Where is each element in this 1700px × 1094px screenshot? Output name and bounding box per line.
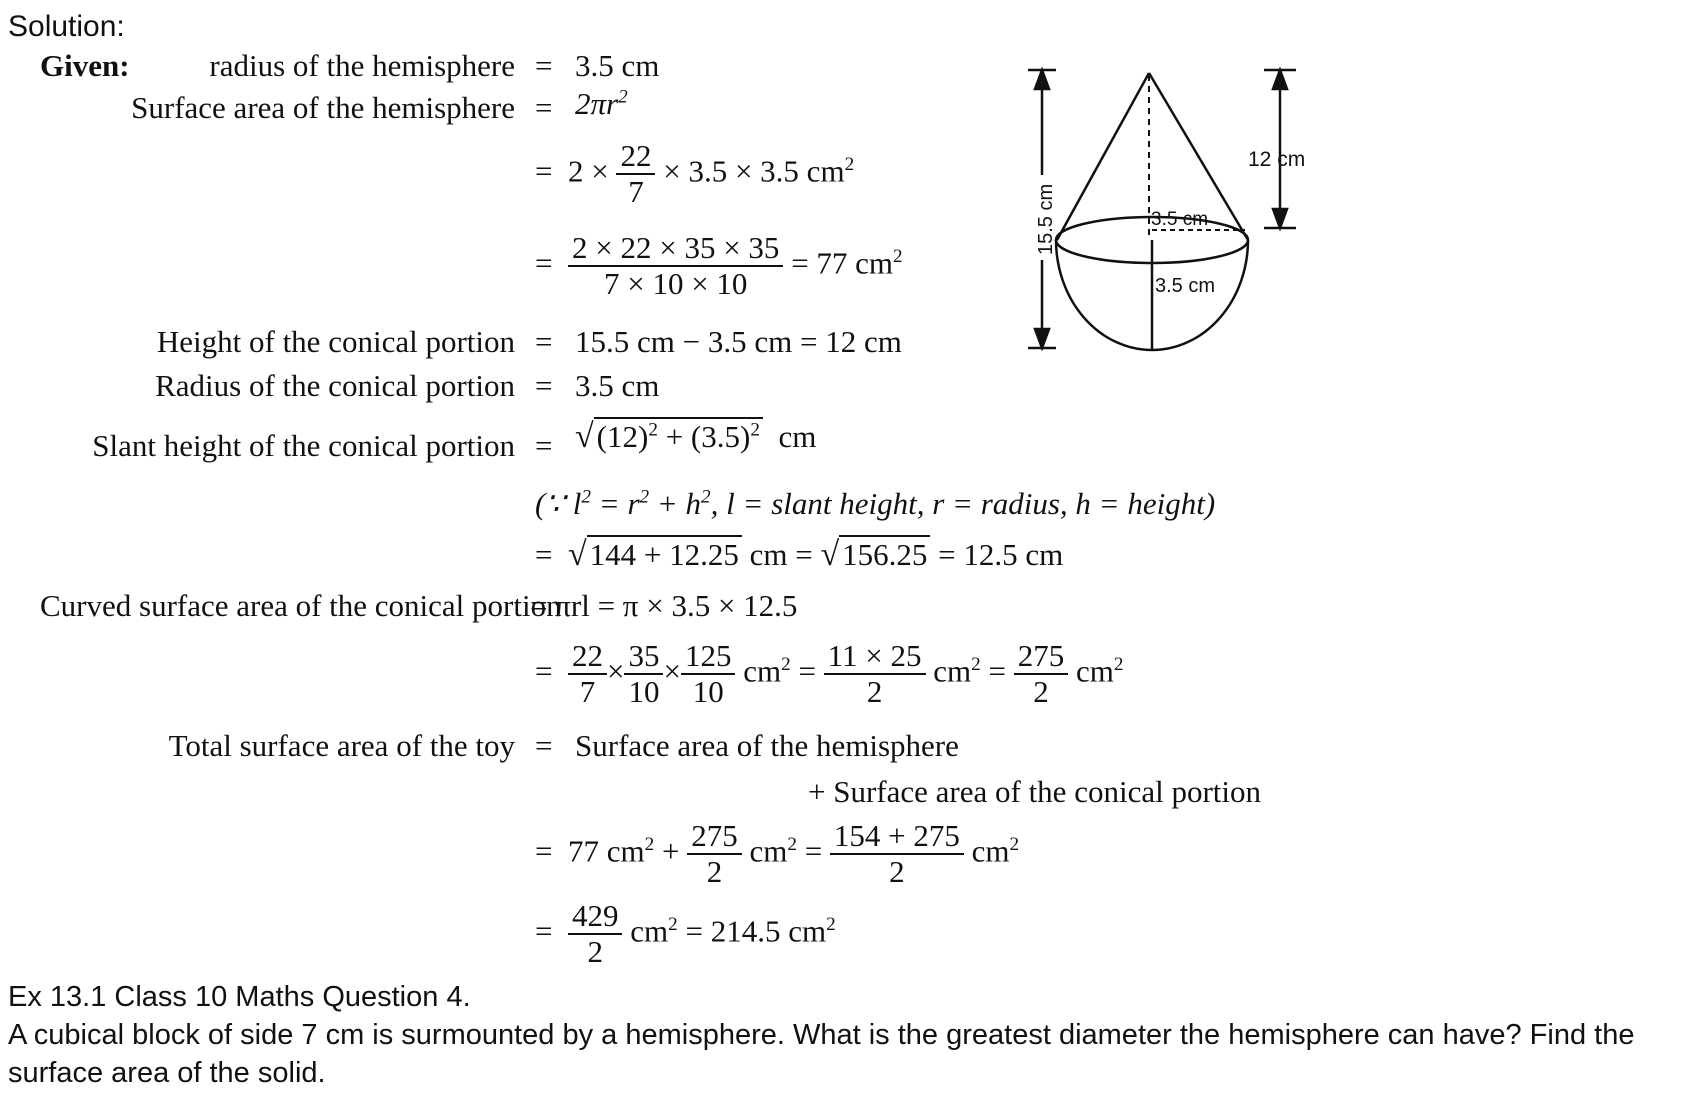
radius-cone-label: Radius of the conical portion (155, 368, 515, 403)
eq-sign: = (535, 368, 553, 403)
curved-surface-calc: = $\frac{22}{7}$ × $\frac{35}{10}$ × $\frac{125}{10}$ $cm^2$ = $\frac{11 \times 25}{2}$ $cm^2$ = $\frac{275}{2}$ $cm^2$ (535, 638, 1124, 709)
radius-hemisphere-label: radius of the hemisphere (209, 48, 515, 83)
cone-height-label: 12 cm (1248, 148, 1306, 171)
curved-surface-formula: = πrl = π × 3.5 × 12.5 (530, 588, 798, 623)
given-label: Given: (40, 48, 130, 83)
pythagoras-note: (∵ $l^2 = r^2 + h^2$, l = slant height, r = radius, h = height) (535, 486, 1216, 521)
bottom-radius-label: 3.5 cm (1155, 275, 1216, 297)
calc-line-4: = $\frac{2 \times 22 \times 35 \times 35}{7 \times 10 \times 10}$ = 77 $cm^2$ (535, 230, 903, 301)
total-height-label: 15.5 cm (1035, 183, 1057, 255)
question-title: Ex 13.1 Class 10 Maths Question 4. (8, 981, 471, 1013)
height-cone-value: 15.5 cm − 3.5 cm = 12 cm (575, 324, 902, 359)
eq-sign: = (535, 48, 553, 83)
formula-2pir2: $2\pi r^2$ (575, 86, 628, 121)
eq-sign: = (535, 728, 553, 763)
slant-height-result: = √144 + 12.25 cm = √156.25 = 12.5 cm (535, 536, 1064, 573)
solution-heading: Solution: (8, 10, 125, 43)
top-radius-label: 3.5 cm (1151, 209, 1209, 230)
radius-value: 3.5 cm (575, 48, 660, 83)
slant-height-formula: $√(12)^2 + (3.5)^2$ cm (575, 418, 817, 455)
question-text: A cubical block of side 7 cm is surmounted by a hemisphere. What is the greatest diameter the hemisphere can have? Find the surface area of the solid. (8, 1019, 1635, 1089)
calc-line-3: = 2 × $\frac{22}{7}$ × 3.5 × 3.5 $cm^2$ (535, 138, 855, 209)
cone-hemisphere-figure (1010, 55, 1350, 365)
height-cone-label: Height of the conical portion (156, 324, 515, 359)
total-surface-sum: = 77 $cm^2$ + $\frac{275}{2}$ $cm^2$ = $\frac{154 + 275}{2}$ $cm^2$ (535, 818, 1020, 889)
eq-sign: = (535, 324, 553, 359)
surface-area-hemisphere-label: Surface area of the hemisphere (131, 90, 515, 125)
eq-sign: = (535, 90, 553, 125)
total-surface-label: Total surface area of the toy (168, 728, 515, 763)
eq-sign: = (535, 428, 553, 463)
total-surface-result: = $\frac{429}{2}$ $cm^2 = 214.5$ $cm^2$ (535, 898, 836, 969)
curved-surface-label: Curved surface area of the conical portion (40, 588, 562, 623)
total-surface-term-2: + Surface area of the conical portion (808, 774, 1261, 809)
radius-cone-value: 3.5 cm (575, 368, 660, 403)
total-surface-term-1: Surface area of the hemisphere (575, 728, 959, 763)
slant-height-label: Slant height of the conical portion (92, 428, 515, 463)
